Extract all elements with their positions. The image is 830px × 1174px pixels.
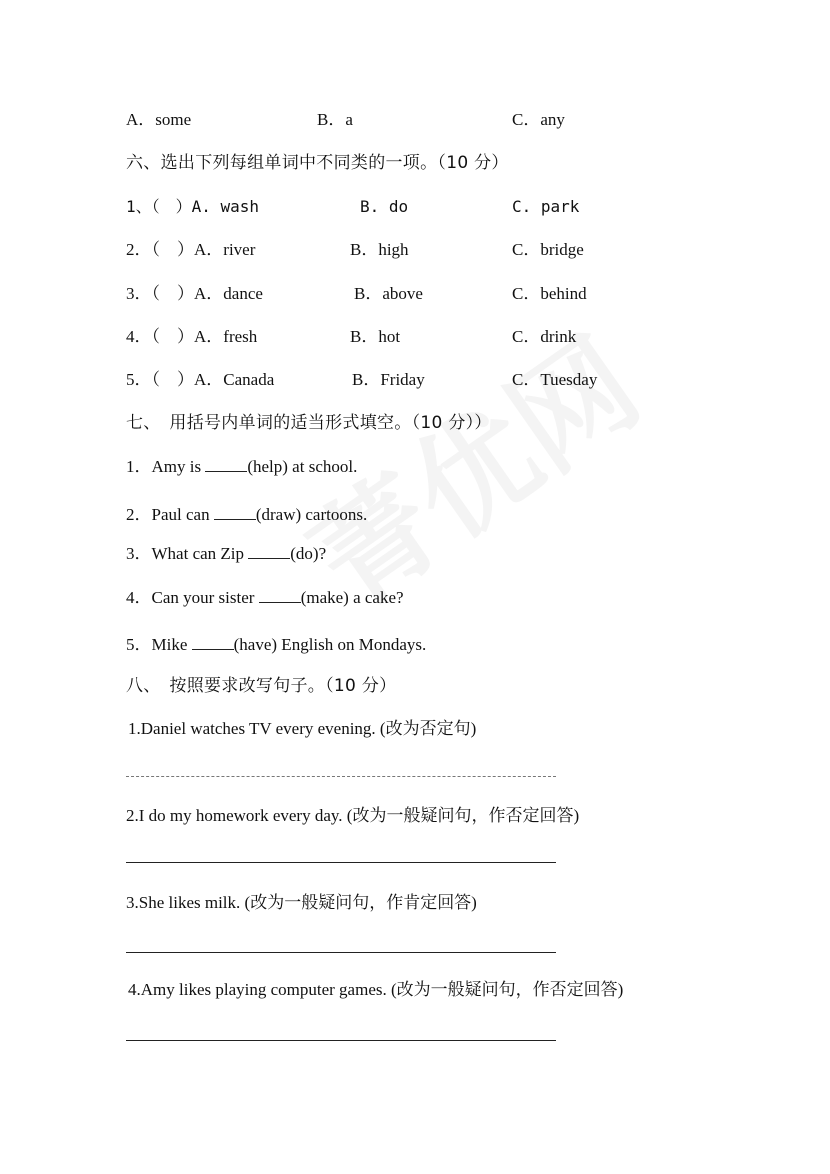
s6-row3-c: C．behind [512, 284, 587, 303]
s8-answer-line-3[interactable] [126, 952, 556, 953]
s7-item5 [126, 635, 426, 655]
option-b-a: B．a [317, 110, 353, 129]
s7-item2 [126, 505, 367, 525]
s7-item3 [126, 544, 326, 564]
s6-row3-a: 3．（ ）A．dance [126, 284, 263, 303]
s8-answer-line-1[interactable] [126, 776, 556, 777]
s7-item3-blank[interactable] [248, 544, 290, 559]
section6-title: 六、选出下列每组单词中不同类的一项。（10 分） [126, 153, 509, 173]
s6-row5-b: B．Friday [352, 370, 425, 389]
s7-item3-post: (do)? [290, 544, 327, 563]
s7-item1-pre: 1．Amy is [126, 457, 206, 476]
s7-item4-pre: 4．Can your sister [126, 588, 259, 607]
s7-item4 [126, 588, 404, 608]
s6-row1-b: B. do [360, 197, 409, 216]
s6-row4-a: 4．（ ）A．fresh [126, 327, 258, 346]
option-c-any: C．any [512, 110, 565, 129]
s8-item2: 2.I do my homework every day. (改为一般疑问句，作否定回答) [126, 806, 580, 825]
s8-item4: 4.Amy likes playing computer games. (改为一般疑问句，作否定回答) [128, 980, 624, 999]
s6-row5-c: C．Tuesday [512, 370, 598, 389]
s7-item5-post: (have) English on Mondays. [233, 635, 427, 654]
option-a-some: A．some [126, 110, 192, 129]
s7-item4-post: (make) a cake? [300, 588, 404, 607]
s7-item1-post: (help) at school. [247, 457, 358, 476]
s8-answer-line-2[interactable] [126, 862, 556, 863]
s6-row3-b: B．above [354, 284, 423, 303]
s6-row5-a: 5．（ ）A．Canada [126, 370, 275, 389]
s6-row1-c: C. park [512, 197, 580, 216]
s7-item2-post: (draw) cartoons. [255, 505, 368, 524]
section8-title: 八、 按照要求改写句子。（10 分） [126, 676, 397, 696]
s7-item5-blank[interactable] [192, 635, 234, 650]
s8-item3: 3.She likes milk. (改为一般疑问句，作肯定回答) [126, 893, 477, 912]
s7-item5-pre: 5．Mike [126, 635, 192, 654]
s6-row1-a: 1、（ ）A. wash [126, 197, 260, 216]
s7-item4-blank[interactable] [259, 588, 301, 603]
s7-item1-blank[interactable] [205, 457, 247, 472]
s8-answer-line-4[interactable] [126, 1040, 556, 1041]
s6-row2-c: C．bridge [512, 240, 584, 259]
s7-item2-pre: 2．Paul can [126, 505, 214, 524]
s6-row2-a: 2．（ ）A．river [126, 240, 256, 259]
s6-row4-b: B．hot [350, 327, 401, 346]
s8-item1: 1.Daniel watches TV every evening. (改为否定句) [128, 719, 477, 738]
s7-item1 [126, 457, 357, 477]
s6-row4-c: C．drink [512, 327, 577, 346]
s7-item2-blank[interactable] [214, 505, 256, 520]
section7-title: 七、 用括号内单词的适当形式填空。（10 分）） [126, 413, 492, 433]
s7-item3-pre: 3．What can Zip [126, 544, 249, 563]
s6-row2-b: B．high [350, 240, 409, 259]
